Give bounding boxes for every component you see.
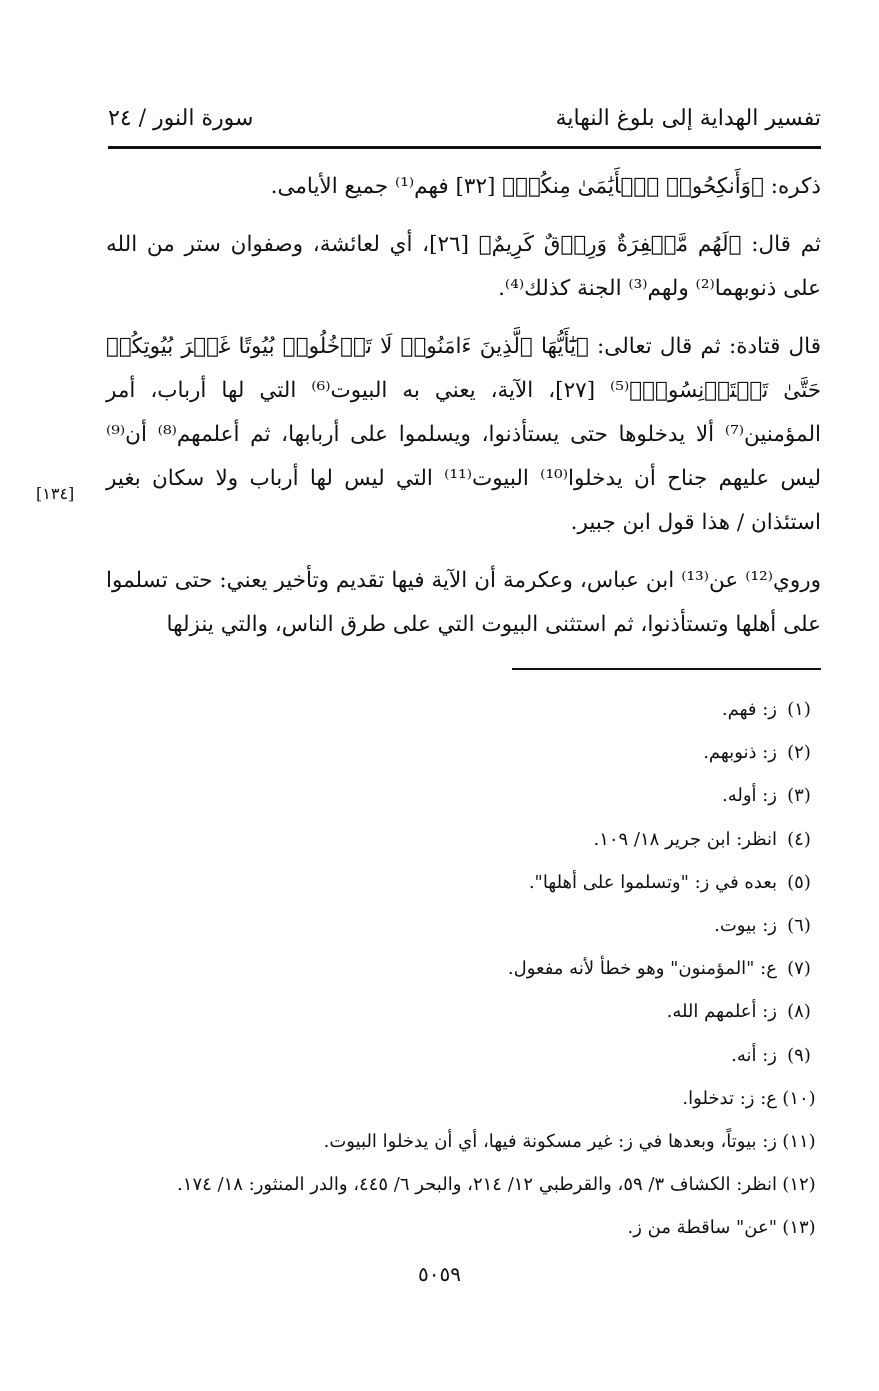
header-rule xyxy=(108,146,821,149)
footnote-number: (١٣) xyxy=(782,1217,816,1239)
footnote-item xyxy=(108,1034,821,1077)
paragraph: قال قتادة: ثم قال تعالى: ﴿يَٰٓأَيُّهَا ٱلَّذِينَ ءَامَنُوا۟ لَا تَدۡخُلُوا۟ بُيُوتًا غَيۡرَ بُيُوتِكُمۡ حَتَّىٰ تَسۡتَأۡنِسُوا۟﴾⁽⁵⁾ [٢٧]، الآية، يعني به البيوت⁽⁶⁾ التي لها أرباب، أمر المؤمنين⁽⁷⁾ ألا يدخلوها حتى يستأذنوا، ويسلموا على أربابها، ثم أعلمهم⁽⁸⁾ أن⁽⁹⁾ ليس عليهم جناح أن يدخلوا⁽¹⁰⁾ البيوت⁽¹¹⁾ التي ليس لها أرباب ولا سكان بغير استئذان / هذا قول ابن جبير. xyxy=(106,334,821,535)
footnote-item xyxy=(108,1206,821,1249)
footnote-text: ز: بيوت. xyxy=(714,914,777,936)
footnote-item xyxy=(108,904,821,947)
footnote-number: (٣) xyxy=(787,785,811,807)
footnote-rule xyxy=(512,668,821,670)
footnote-text: ز: أوله. xyxy=(721,785,777,807)
footnote-text: ز: ذنوبهم. xyxy=(703,742,777,764)
running-header xyxy=(108,96,821,148)
footnote-number: (١٢) xyxy=(782,1174,816,1196)
footnote-item xyxy=(108,731,821,774)
footnote-text: ع: "المؤمنون" وهو خطأ لأنه مفعول. xyxy=(507,958,777,980)
paragraph: وروي⁽¹²⁾ عن⁽¹³⁾ ابن عباس، وعكرمة أن الآية فيها تقديم وتأخير يعني: حتى تسلموا على أهلها وتستأذنوا، ثم استثنى البيوت التي على طرق الناس، والتي ينزلها xyxy=(106,568,821,637)
footnote-number: (٩) xyxy=(787,1044,811,1066)
footnote-text: ز: أنه. xyxy=(731,1044,777,1066)
paragraph: ذكره: ﴿وَأَنكِحُوا۟ ٱلۡأَيَٰمَىٰ مِنكُمۡ﴾ [٣٢] فهم⁽¹⁾ جميع الأيامى. xyxy=(270,174,821,199)
footnote-item xyxy=(108,688,821,731)
main-text xyxy=(106,165,821,661)
footnote-text: انظر: ابن جرير ١٨/ ١٠٩. xyxy=(593,828,777,850)
footnote-item xyxy=(108,1120,821,1163)
footnote-item xyxy=(108,947,821,990)
footnote-number: (٢) xyxy=(787,742,811,764)
footnote-item xyxy=(108,1163,821,1206)
footnote-text: ز: فهم. xyxy=(721,699,777,720)
footnote-item xyxy=(108,1077,821,1120)
footnote-number: (١) xyxy=(787,699,811,720)
footnote-item xyxy=(108,774,821,817)
footnote-number: (٧) xyxy=(787,958,811,980)
page-number: ٥٠٥٩ xyxy=(418,1262,461,1286)
footnote-number: (٤) xyxy=(787,828,811,850)
footnote-text: انظر: الكشاف ٣/ ٥٩، والقرطبي ١٢/ ٢١٤، والبحر ٦/ ٤٤٥، والدر المنثور: ١٨/ ١٧٤. xyxy=(177,1174,777,1196)
footnote-number: (١١) xyxy=(782,1130,816,1152)
footnote-text: ز: بيوتاً، وبعدها في ز: غير مسكونة فيها، أي أن يدخلوا البيوت. xyxy=(323,1130,777,1152)
footnote-number: (١٠) xyxy=(782,1087,816,1109)
footnotes xyxy=(108,688,821,1249)
footnote-number: (٦) xyxy=(787,914,811,936)
paragraph: ثم قال: ﴿لَهُم مَّغۡفِرَةٌ وَرِزۡقٌ كَرِيمٌ﴾ [٢٦]، أي لعائشة، وصفوان ستر من الله على ذنوبهما⁽²⁾ ولهم⁽³⁾ الجنة كذلك⁽⁴⁾. xyxy=(106,232,821,301)
footnote-text: بعده في ز: "وتسلموا على أهلها". xyxy=(528,871,777,893)
footnote-item xyxy=(108,818,821,861)
footnote-text: ع: ز: تدخلوا. xyxy=(682,1087,777,1109)
footnote-item xyxy=(108,861,821,904)
footnote-number: (٨) xyxy=(787,1001,811,1023)
margin-folio-ref: [١٣٤] xyxy=(36,484,75,503)
footnote-number: (٥) xyxy=(787,871,811,893)
footnote-item xyxy=(108,990,821,1033)
footnote-text: "عن" ساقطة من ز. xyxy=(627,1217,777,1239)
surah-label: سورة النور / ٢٤ xyxy=(108,106,254,131)
book-title: تفسير الهداية إلى بلوغ النهاية xyxy=(555,106,821,131)
footnote-text: ز: أعلمهم الله. xyxy=(666,1001,777,1023)
